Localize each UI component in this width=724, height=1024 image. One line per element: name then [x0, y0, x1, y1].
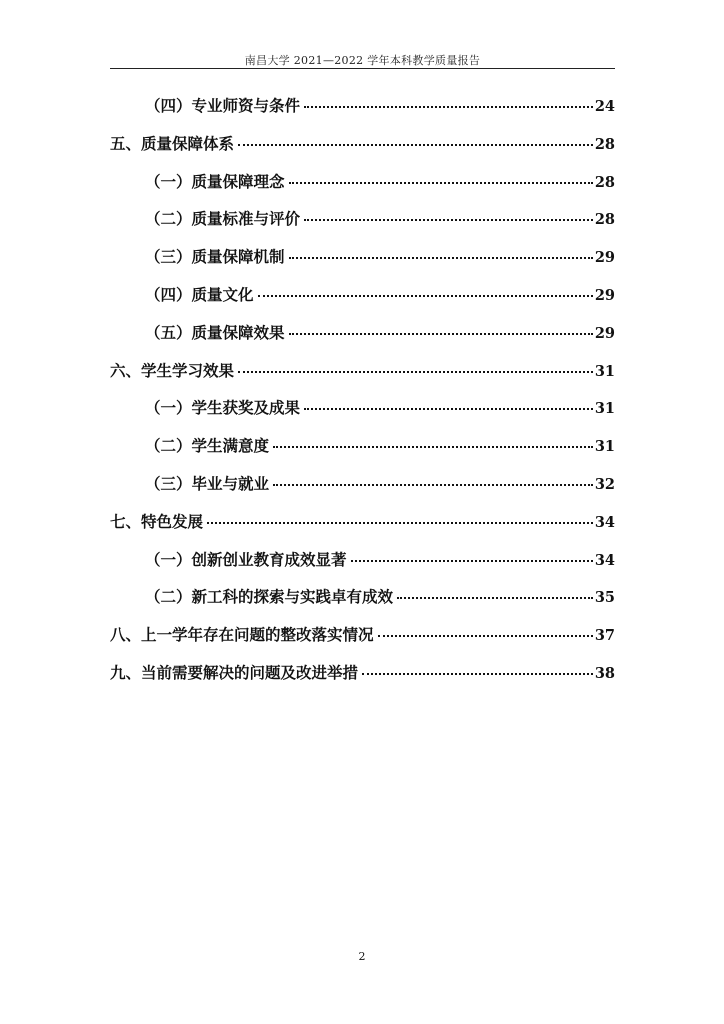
- toc-entry-title: （三）毕业与就业: [145, 475, 270, 493]
- toc-entry-page: 31: [594, 438, 615, 456]
- toc-entry-title: 九、当前需要解决的问题及改进举措: [110, 664, 359, 682]
- toc-dot-leader: [238, 144, 593, 146]
- toc-entry-title: 五、质量保障体系: [110, 134, 235, 153]
- toc-dot-leader: [351, 560, 593, 562]
- toc-entry-page: 28: [594, 173, 615, 191]
- toc-entry-page: 28: [594, 135, 615, 153]
- toc-entry-title: （二）新工科的探索与实践卓有成效: [145, 588, 394, 607]
- toc-entry-title: 八、上一学年存在问题的整改落实情况: [110, 626, 374, 645]
- toc-dot-leader: [273, 446, 593, 448]
- page-header: 南昌大学 2021—2022 学年本科教学质量报告: [244, 54, 481, 67]
- toc-entry-page: 24: [594, 98, 615, 115]
- toc-entry[interactable]: [145, 548, 615, 572]
- toc-entry-page: 38: [594, 665, 615, 682]
- toc-dot-leader: [207, 522, 593, 524]
- toc-entry[interactable]: [145, 245, 615, 269]
- toc-entry[interactable]: [145, 283, 615, 307]
- toc-entry-title: （四）专业师资与条件: [145, 97, 301, 115]
- toc-entry-title: （二）质量标准与评价: [145, 210, 301, 229]
- toc-dot-leader: [397, 597, 593, 599]
- toc-dot-leader: [304, 408, 593, 410]
- toc-entry[interactable]: [110, 359, 615, 383]
- toc-entry[interactable]: [145, 207, 615, 231]
- page-number: 2: [358, 950, 366, 963]
- toc-dot-leader: [289, 333, 593, 335]
- toc-dot-leader: [304, 219, 593, 221]
- toc-dot-leader: [304, 106, 593, 108]
- toc-entry[interactable]: [145, 396, 615, 420]
- toc-entry[interactable]: [110, 623, 615, 647]
- toc-entry[interactable]: [145, 434, 615, 458]
- toc-entry-page: 28: [594, 211, 615, 229]
- toc-entry-title: （一）创新创业教育成效显著: [145, 550, 347, 569]
- toc-dot-leader: [273, 484, 593, 486]
- toc-dot-leader: [289, 257, 593, 259]
- toc-entry-title: 七、特色发展: [110, 512, 204, 531]
- toc-entry-page: 29: [594, 324, 615, 342]
- toc-dot-leader: [378, 635, 593, 637]
- toc-dot-leader: [289, 182, 593, 184]
- toc-entry-title: （四）质量文化: [145, 286, 254, 304]
- toc-dot-leader: [362, 673, 593, 675]
- toc-entry-page: 34: [594, 513, 615, 531]
- toc-entry-page: 32: [594, 476, 615, 493]
- toc-entry-title: （二）学生满意度: [145, 437, 270, 456]
- toc-entry-title: （五）质量保障效果: [145, 323, 285, 342]
- toc-entry[interactable]: [145, 472, 615, 496]
- toc-entry-title: 六、学生学习效果: [110, 361, 235, 380]
- toc-entry-page: 29: [594, 287, 615, 304]
- toc-entry-page: 29: [594, 249, 615, 267]
- toc-entry-page: 35: [594, 589, 615, 607]
- toc-entry[interactable]: [110, 132, 615, 156]
- toc-entry[interactable]: [145, 170, 615, 194]
- toc-entry[interactable]: [145, 94, 615, 118]
- toc-entry-page: 37: [594, 627, 615, 645]
- toc-entry[interactable]: [145, 321, 615, 345]
- toc-entry-title: （一）学生获奖及成果: [145, 399, 301, 418]
- toc-entry-page: 34: [594, 551, 615, 569]
- toc-dot-leader: [258, 295, 593, 297]
- toc-entry[interactable]: [145, 585, 615, 609]
- toc-entry-title: （一）质量保障理念: [145, 172, 285, 191]
- toc-entry-page: 31: [594, 362, 615, 380]
- toc-entry[interactable]: [110, 510, 615, 534]
- toc-entry-title: （三）质量保障机制: [145, 248, 285, 267]
- toc-entry-page: 31: [594, 400, 615, 418]
- toc-entry[interactable]: [110, 661, 615, 685]
- toc-dot-leader: [238, 371, 593, 373]
